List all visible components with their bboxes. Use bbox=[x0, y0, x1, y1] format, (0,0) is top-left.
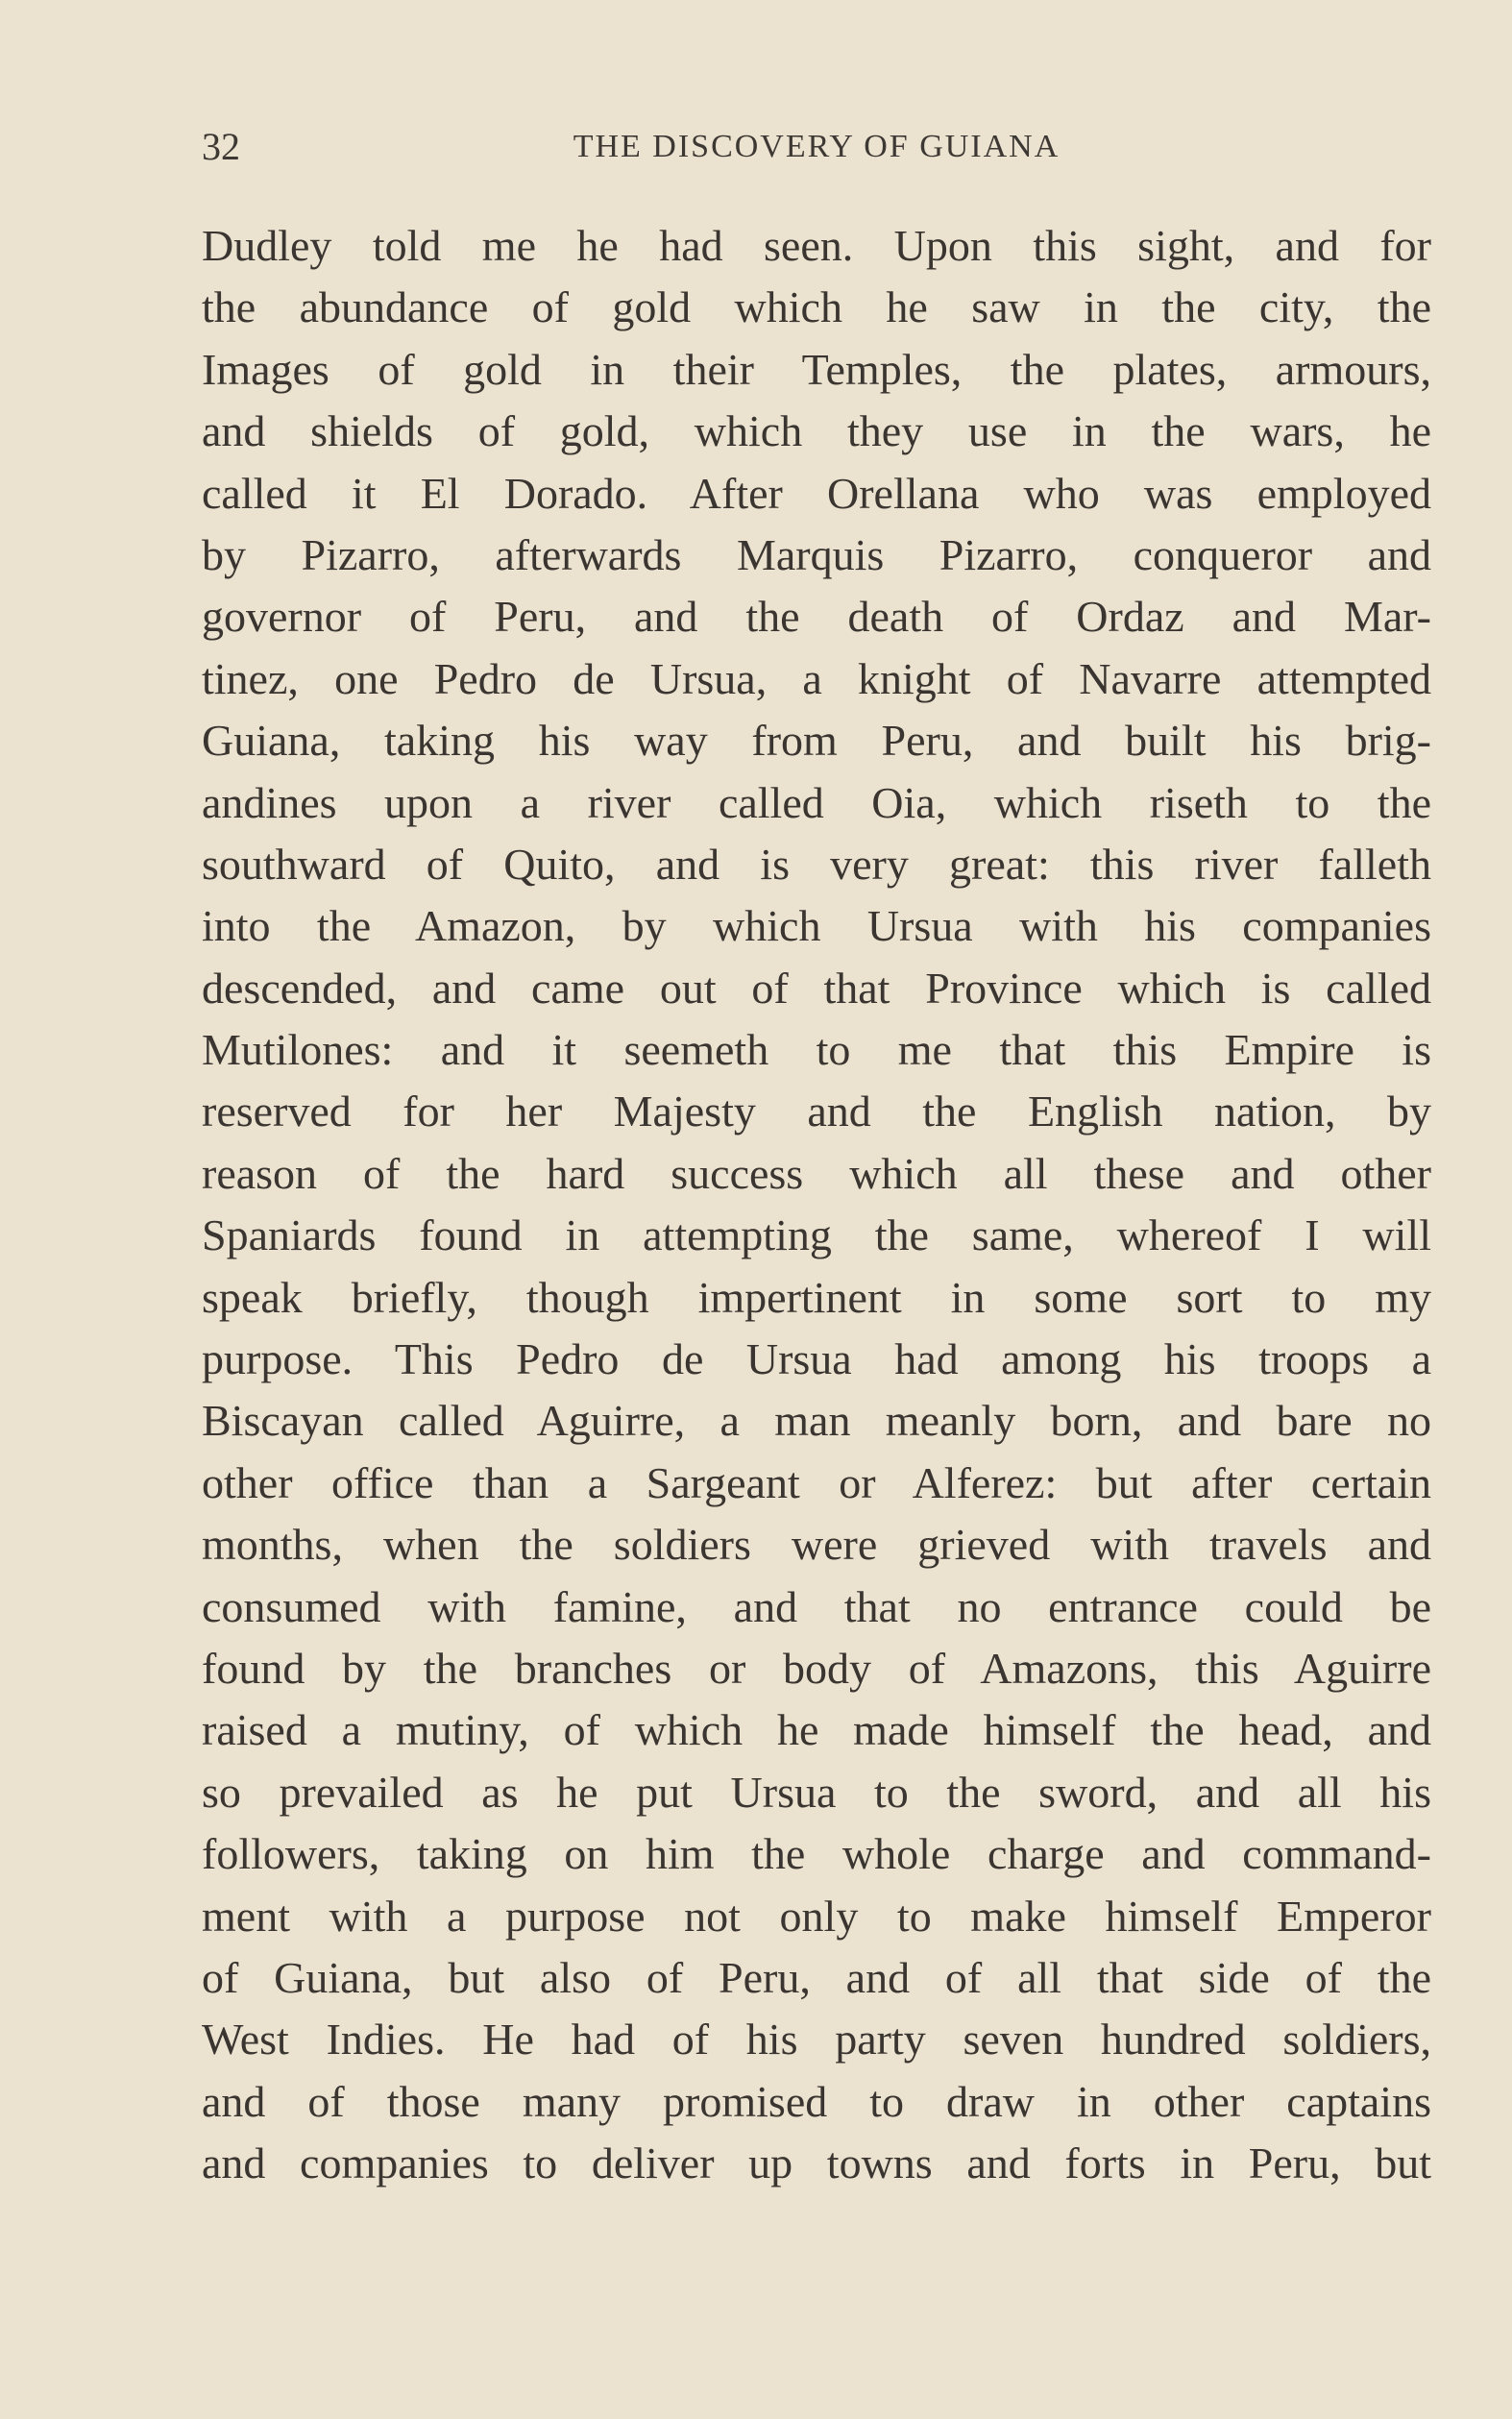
text-line: of Guiana, but also of Peru, and of all that side of the bbox=[202, 1952, 1431, 2002]
text-line: called it El Dorado. After Orellana who was employed bbox=[202, 468, 1431, 518]
text-line: southward of Quito, and is very great: this river falleth bbox=[202, 839, 1431, 889]
text-line: reason of the hard success which all these and other bbox=[202, 1148, 1431, 1198]
text-line: Dudley told me he had seen. Upon this sight, and for bbox=[202, 221, 1431, 270]
text-line: Guiana, taking his way from Peru, and built his brig- bbox=[202, 716, 1431, 766]
page-number: 32 bbox=[202, 125, 240, 168]
text-line: descended, and came out of that Province which is called bbox=[202, 963, 1431, 1013]
text-line: governor of Peru, and the death of Ordaz and Mar- bbox=[202, 592, 1431, 642]
text-line: by Pizarro, afterwards Marquis Pizarro, conqueror and bbox=[202, 529, 1431, 579]
text-line: and shields of gold, which they use in the wars, he bbox=[202, 406, 1431, 456]
text-line: Mutilones: and it seemeth to me that this Empire is bbox=[202, 1025, 1431, 1075]
running-title: THE DISCOVERY OF GUIANA bbox=[573, 129, 1061, 164]
text-line: and of those many promised to draw in other captains bbox=[202, 2076, 1431, 2126]
text-line: the abundance of gold which he saw in the city, the bbox=[202, 282, 1431, 332]
text-line: andines upon a river called Oia, which riseth to the bbox=[202, 777, 1431, 827]
running-head bbox=[202, 121, 1431, 173]
text-line: Biscayan called Aguirre, a man meanly born, and bare no bbox=[202, 1396, 1431, 1446]
text-line: reserved for her Majesty and the English nation, by bbox=[202, 1087, 1431, 1136]
text-line: other office than a Sargeant or Alferez: but after certain bbox=[202, 1457, 1431, 1507]
text-line: purpose. This Pedro de Ursua had among his troops a bbox=[202, 1334, 1431, 1384]
text-line: Spaniards found in attempting the same, whereof I will bbox=[202, 1210, 1431, 1260]
text-line: speak briefly, though impertinent in some sort to my bbox=[202, 1272, 1431, 1322]
text-line: found by the branches or body of Amazons, this Aguirre bbox=[202, 1643, 1431, 1693]
text-line: ment with a purpose not only to make himself Emperor bbox=[202, 1891, 1431, 1941]
text-line: raised a mutiny, of which he made himself the head, and bbox=[202, 1705, 1431, 1755]
text-line: tinez, one Pedro de Ursua, a knight of Navarre attempted bbox=[202, 653, 1431, 703]
text-line: so prevailed as he put Ursua to the sword, and all his bbox=[202, 1767, 1431, 1817]
text-line: Images of gold in their Temples, the plates, armours, bbox=[202, 344, 1431, 394]
text-line: consumed with famine, and that no entrance could be bbox=[202, 1581, 1431, 1631]
text-line: months, when the soldiers were grieved with travels and bbox=[202, 1520, 1431, 1570]
text-line: followers, taking on him the whole charge and command- bbox=[202, 1829, 1431, 1879]
body-text bbox=[202, 215, 1431, 2195]
text-line: West Indies. He had of his party seven hundred soldiers, bbox=[202, 2015, 1431, 2065]
text-line: into the Amazon, by which Ursua with his companies bbox=[202, 901, 1431, 951]
text-line: and companies to deliver up towns and forts in Peru, but bbox=[202, 2138, 1431, 2188]
